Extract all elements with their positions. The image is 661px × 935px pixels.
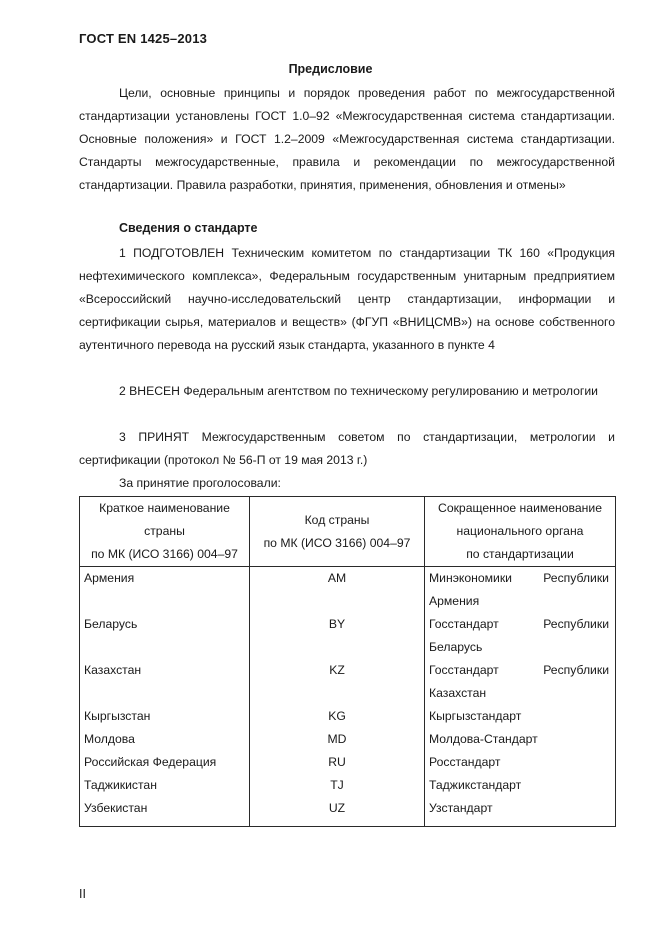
code-cell: BY	[250, 613, 425, 659]
header-line: национального органа	[456, 524, 584, 538]
code-cell: MD	[250, 728, 425, 751]
page-number: II	[79, 887, 86, 901]
country-cell: Таджикистан	[80, 774, 250, 797]
table-row	[80, 728, 616, 751]
column-header-code	[250, 497, 425, 567]
org-cell: Таджикстандарт	[425, 774, 616, 797]
table-row	[80, 613, 616, 659]
header-line: Краткое наименование	[99, 501, 230, 515]
header-line: по стандартизации	[466, 547, 574, 561]
foreword-heading: Предисловие	[288, 62, 373, 76]
header-line: Код страны	[304, 512, 370, 527]
table-row	[80, 705, 616, 728]
header-line: по МК (ИСО 3166) 004–97	[91, 547, 238, 561]
country-cell: Казахстан	[80, 659, 250, 705]
org-cell: Росстандарт	[425, 751, 616, 774]
country-cell: Беларусь	[80, 613, 250, 659]
code-cell: AM	[250, 567, 425, 614]
column-header-country	[80, 497, 250, 567]
code-cell: RU	[250, 751, 425, 774]
org-cell: Госстандарт Республики Беларусь	[425, 613, 616, 659]
votes-intro: За принятие проголосовали:	[119, 476, 281, 490]
table-row	[80, 659, 616, 705]
country-cell: Российская Федерация	[80, 751, 250, 774]
foreword-paragraph: Цели, основные принципы и порядок проведения работ по межгосударственной стандартизации установлены ГОСТ 1.0–92 «Межгосударственная система стандартизации. Основные положения» и ГОСТ 1.2–2009 «Межгосударственная система стандартизации. Стандарты межгосударственные, правила и рекомендации по межгосударственной стандартизации. Правила разработки, принятия, применения, обновления и отмены»	[79, 86, 615, 192]
standard-info-heading: Сведения о стандарте	[119, 221, 258, 235]
country-cell: Молдова	[80, 728, 250, 751]
header-line: по МК (ИСО 3166) 004–97	[263, 535, 411, 550]
votes-table-header-row	[80, 497, 616, 567]
country-cell: Кыргызстан	[80, 705, 250, 728]
standard-info-item-1: 1 ПОДГОТОВЛЕН Техническим комитетом по стандартизации ТК 160 «Продукция нефтехимического комплекса», Федеральным государственным унитарным предприятием «Всероссийский научно-исследовательский центр стандартизации, информации и сертификации сырья, материалов и веществ» (ФГУП «ВНИЦСМВ») на основе собственного аутентичного перевода на русский язык стандарта, указанного в пункте 4	[79, 246, 615, 352]
standard-info-item-3: 3 ПРИНЯТ Межгосударственным советом по стандартизации, метрологии и сертификации (протокол № 56-П от 19 мая 2013 г.)	[79, 430, 615, 467]
code-cell: TJ	[250, 774, 425, 797]
table-row	[80, 797, 616, 827]
org-cell: Минэкономики Республики Армения	[425, 567, 616, 614]
code-cell: KZ	[250, 659, 425, 705]
code-cell: KG	[250, 705, 425, 728]
table-row	[80, 567, 616, 614]
org-cell: Узстандарт	[425, 797, 616, 827]
org-cell: Госстандарт Республики Казахстан	[425, 659, 616, 705]
table-row	[80, 774, 616, 797]
country-cell: Армения	[80, 567, 250, 614]
standard-info-item-2: 2 ВНЕСЕН Федеральным агентством по техническому регулированию и метрологии	[119, 384, 598, 398]
table-row	[80, 751, 616, 774]
org-cell: Молдова-Стандарт	[425, 728, 616, 751]
org-cell: Кыргызстандарт	[425, 705, 616, 728]
code-cell: UZ	[250, 797, 425, 827]
document-code-header: ГОСТ EN 1425–2013	[79, 31, 208, 46]
header-line: Сокращенное наименование	[438, 501, 602, 515]
header-line: страны	[144, 524, 185, 538]
country-cell: Узбекистан	[80, 797, 250, 827]
column-header-org	[425, 497, 616, 567]
votes-table	[79, 496, 616, 827]
